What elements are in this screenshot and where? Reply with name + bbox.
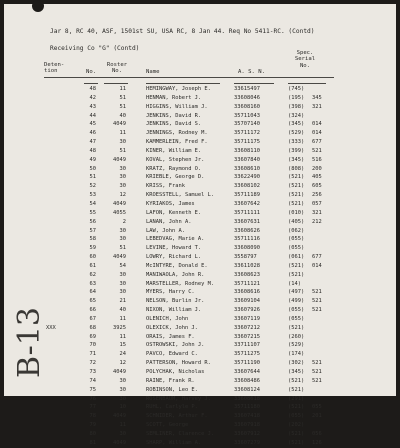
table-row <box>4 403 396 412</box>
number-cell: 81 <box>89 439 96 446</box>
column-header-spec: Spec. Serial No. <box>294 50 316 69</box>
asn-cell: 33608160 <box>234 103 260 110</box>
spec-cell: (521) <box>288 430 305 437</box>
spec-cell: (745) <box>288 86 305 92</box>
asn-cell: 35711043 <box>234 112 260 119</box>
name-cell: KOVAL, Stephen Jr. <box>146 156 205 163</box>
roster-cell: 40 <box>119 307 126 314</box>
name-cell: JENNINGS, Rodney M. <box>146 130 208 137</box>
name-cell: KROESSTELL, Samuel L. <box>146 192 215 199</box>
roster-cell: 2 <box>122 218 126 225</box>
table-row <box>4 439 396 448</box>
roster-cell: 51 <box>119 94 126 101</box>
column-header-asn: A. S. N. <box>238 69 265 75</box>
table-row <box>4 297 396 306</box>
table-row <box>4 103 396 112</box>
roster-cell: 51 <box>119 103 126 110</box>
asn-cell: 33608124 <box>234 386 260 393</box>
name-cell: McINTYRE, Donald E. <box>146 262 208 269</box>
number-cell: 49 <box>89 156 96 163</box>
spec-cell: (499) <box>288 298 305 305</box>
spec-cell: (521) <box>288 262 305 269</box>
asn-cell: 35711175 <box>234 139 260 146</box>
roster-cell: 30 <box>119 183 126 190</box>
name-cell: RUHL, Carlyle P. <box>146 404 198 411</box>
header-rule-under-asn <box>234 83 274 84</box>
handwritten-label: B-13 <box>12 307 47 378</box>
column-header-name: Name <box>146 69 160 75</box>
number-cell: 69 <box>89 333 96 340</box>
asn-cell: 35711275 <box>234 351 260 358</box>
table-row <box>4 288 396 297</box>
header-rule-under-roster <box>104 83 128 84</box>
roster-cell: 21 <box>119 298 126 305</box>
number-cell: 71 <box>89 351 96 358</box>
spec-cell: (398) <box>288 103 305 110</box>
table-row <box>4 156 396 165</box>
name-cell: SHARP, William A. <box>146 439 202 446</box>
number-cell: 61 <box>89 262 96 269</box>
document-page <box>4 4 396 446</box>
roster-cell: 4049 <box>113 254 126 261</box>
spec-cell: (061) <box>288 254 305 261</box>
punch-hole <box>32 0 44 12</box>
asn-cell: 33615497 <box>234 86 260 92</box>
spec-suffix-cell: 521 <box>312 147 322 154</box>
spec-cell: (497) <box>288 289 305 296</box>
number-cell: 45 <box>89 121 96 128</box>
asn-cell: 33608046 <box>234 94 260 101</box>
asn-cell: 35711111 <box>234 209 260 216</box>
table-row <box>4 85 396 94</box>
number-cell: 48 <box>89 86 96 92</box>
name-cell: LOWRY, Richard L. <box>146 254 202 261</box>
spec-cell: (14) <box>288 280 301 287</box>
roster-cell: 51 <box>119 245 126 252</box>
roster-cell: 4055 <box>113 209 126 216</box>
spec-suffix-cell: 345 <box>312 94 322 101</box>
spec-cell: (302) <box>288 360 305 367</box>
header-rule <box>44 77 334 78</box>
asn-cell: 33608090 <box>234 245 260 252</box>
roster-cell: 4049 <box>113 413 126 420</box>
table-row <box>4 200 396 209</box>
spec-cell: (202) <box>288 422 305 429</box>
name-cell: KYRIAKOS, James <box>146 200 195 207</box>
number-cell: 62 <box>89 271 96 278</box>
spec-suffix-cell: 212 <box>312 218 322 225</box>
spec-suffix-cell: 321 <box>312 209 322 216</box>
table-row <box>4 138 396 147</box>
spec-cell: (521) <box>288 324 305 331</box>
name-cell: NIXON, William J. <box>146 307 202 314</box>
roster-cell: 30 <box>119 430 126 437</box>
name-cell: LEVINE, Howard T. <box>146 245 202 252</box>
table-row <box>4 306 396 315</box>
name-cell: LAW, John A. <box>146 227 185 234</box>
spec-suffix-cell: 521 <box>312 289 322 296</box>
spec-suffix-cell: 014 <box>312 262 322 269</box>
asn-cell: 35711180 <box>234 404 260 411</box>
spec-cell: (291) <box>288 395 305 402</box>
name-cell: SCOTT, George <box>146 422 189 429</box>
number-cell: 56 <box>89 218 96 225</box>
column-header-roster: Roster No. <box>106 62 128 75</box>
asn-cell: 33611028 <box>234 262 260 269</box>
spec-suffix-cell: 521 <box>312 298 322 305</box>
name-cell: NELSON, Burlin Jr. <box>146 298 205 305</box>
table-row <box>4 209 396 218</box>
roster-cell: 11 <box>119 315 126 322</box>
spec-suffix-cell: 014 <box>312 130 322 137</box>
spec-suffix-cell: 056 <box>312 430 322 437</box>
spec-cell: (521) <box>288 174 305 181</box>
table-row <box>4 359 396 368</box>
spec-suffix-cell: 677 <box>312 139 322 146</box>
table-row <box>4 368 396 377</box>
roster-cell: 30 <box>119 236 126 243</box>
number-cell: 58 <box>89 236 96 243</box>
number-cell: 52 <box>89 183 96 190</box>
name-cell: KRISS, Frank <box>146 183 185 190</box>
name-cell: LEBEDVAG, Marie A. <box>146 236 205 243</box>
roster-cell: 54 <box>119 262 126 269</box>
column-header-no: No. <box>86 69 97 75</box>
number-cell: 47 <box>89 139 96 146</box>
spec-cell: (521) <box>288 386 305 393</box>
number-cell: 66 <box>89 307 96 314</box>
name-cell: KRIEBLE, George D. <box>146 174 205 181</box>
spec-cell: (345) <box>288 156 305 163</box>
document-header: Jar 8, RC 40, ASF, 1501st SU, USA RC, 8 Jan 44. Req No 5411-RC. (Contd) <box>50 28 315 35</box>
roster-cell: 4049 <box>113 200 126 207</box>
roster-table <box>4 85 396 448</box>
asn-cell: 33622490 <box>234 174 260 181</box>
table-row <box>4 173 396 182</box>
number-cell: 73 <box>89 369 96 375</box>
spec-cell: (399) <box>288 147 305 154</box>
asn-cell: 33607644 <box>234 369 260 375</box>
spec-suffix-cell: 200 <box>312 165 322 172</box>
roster-cell: 51 <box>119 147 126 154</box>
spec-cell: (521) <box>288 183 305 190</box>
table-row <box>4 262 396 271</box>
roster-cell: 30 <box>119 271 126 278</box>
table-row <box>4 421 396 430</box>
spec-cell: (529) <box>288 342 305 349</box>
number-cell: 50 <box>89 165 96 172</box>
number-cell: 72 <box>89 360 96 367</box>
header-rule-under-no <box>84 83 98 84</box>
number-cell: 42 <box>89 94 96 101</box>
name-cell: SCHNIDER, Arthur F. <box>146 413 208 420</box>
name-cell: RAINE, Frank R. <box>146 377 195 384</box>
roster-cell: 30 <box>119 174 126 181</box>
number-cell: 76 <box>89 395 96 402</box>
detention-cell: XXX <box>46 324 56 331</box>
roster-cell: 12 <box>119 360 126 367</box>
spec-cell: (405) <box>288 218 305 225</box>
spec-suffix-cell: 677 <box>312 254 322 261</box>
asn-cell: 33609104 <box>234 298 260 305</box>
roster-cell: 30 <box>119 395 126 402</box>
roster-cell: 30 <box>119 289 126 296</box>
number-cell: 57 <box>89 227 96 234</box>
table-row <box>4 235 396 244</box>
name-cell: KRATZ, Raymond O. <box>146 165 202 172</box>
spec-cell: (010) <box>288 209 305 216</box>
number-cell: 59 <box>89 245 96 252</box>
asn-cell: 33608618 <box>234 395 260 402</box>
number-cell: 55 <box>89 209 96 216</box>
roster-cell: 10 <box>119 404 126 411</box>
number-cell: 48 <box>89 147 96 154</box>
asn-cell: 33711107 <box>234 342 260 349</box>
roster-cell: 40 <box>119 112 126 119</box>
spec-suffix-cell: 201 <box>312 413 322 420</box>
spec-suffix-cell: 521 <box>312 360 322 367</box>
table-row <box>4 430 396 439</box>
header-rule-under-spec <box>288 83 326 84</box>
asn-cell: 35711116 <box>234 236 260 243</box>
name-cell: JENKINS, David S. <box>146 121 202 128</box>
spec-cell: (055) <box>288 307 305 314</box>
spec-cell: (521) <box>288 377 305 384</box>
name-cell: SEMLINER, Clarence J. <box>146 430 215 437</box>
asn-cell: 3558797 <box>234 254 257 261</box>
name-cell: OLEXICK, John J. <box>146 324 198 331</box>
spec-suffix-cell: 055 <box>312 404 322 411</box>
number-cell: 54 <box>89 200 96 207</box>
spec-cell: (055) <box>288 236 305 243</box>
name-cell: ORAIS, James F. <box>146 333 195 340</box>
roster-cell: 4049 <box>113 121 126 128</box>
roster-cell: 11 <box>119 86 126 92</box>
roster-cell: 4049 <box>113 156 126 163</box>
asn-cell: 33608623 <box>234 271 260 278</box>
roster-cell: 4049 <box>113 369 126 375</box>
asn-cell: 33608616 <box>234 289 260 296</box>
number-cell: 78 <box>89 413 96 420</box>
spec-cell: (055) <box>288 413 305 420</box>
spec-cell: (521) <box>288 404 305 411</box>
roster-cell: 30 <box>119 377 126 384</box>
spec-suffix-cell: 521 <box>312 307 322 314</box>
name-cell: HEMINGWAY, Joseph E. <box>146 86 211 92</box>
spec-cell: (055) <box>288 315 305 322</box>
asn-cell: 33608102 <box>234 183 260 190</box>
roster-cell: 30 <box>119 227 126 234</box>
number-cell: 75 <box>89 386 96 393</box>
number-cell: 43 <box>89 103 96 110</box>
number-cell: 65 <box>89 298 96 305</box>
name-cell: OSTROWSKI, John J. <box>146 342 205 349</box>
handwritten-annotation <box>12 274 52 384</box>
asn-cell: 33608626 <box>234 227 260 234</box>
name-cell: MANIWAOLA, John R. <box>146 271 205 278</box>
spec-cell: (529) <box>288 130 305 137</box>
spec-suffix-cell: 126 <box>312 439 322 446</box>
table-row <box>4 315 396 324</box>
spec-cell: (055) <box>288 245 305 252</box>
roster-cell: 15 <box>119 342 126 349</box>
table-row <box>4 147 396 156</box>
spec-suffix-cell: 256 <box>312 192 322 199</box>
number-cell: 63 <box>89 280 96 287</box>
table-row <box>4 341 396 350</box>
table-row <box>4 386 396 395</box>
name-cell: MARSTELLER, Rodney M. <box>146 280 215 287</box>
number-cell: 70 <box>89 342 96 349</box>
spec-cell: (521) <box>288 271 305 278</box>
spec-cell: (174) <box>288 351 305 358</box>
table-row <box>4 191 396 200</box>
table-row <box>4 333 396 342</box>
spec-cell: (808) <box>288 165 305 172</box>
number-cell: 74 <box>89 377 96 384</box>
spec-suffix-cell: 521 <box>312 377 322 384</box>
roster-cell: 3925 <box>113 324 126 331</box>
asn-cell: 33607926 <box>234 307 260 314</box>
roster-cell: 24 <box>119 351 126 358</box>
name-cell: KAMMERLEIN, Fred F. <box>146 139 208 146</box>
spec-cell: (521) <box>288 439 305 446</box>
name-cell: KINER, William E. <box>146 147 202 154</box>
spec-cell: (345) <box>288 369 305 375</box>
number-cell: 60 <box>89 254 96 261</box>
number-cell: 44 <box>89 112 96 119</box>
spec-cell: (521) <box>288 192 305 199</box>
name-cell: HENMAN, Robert J. <box>146 94 202 101</box>
name-cell: LAFON, Kenneth E. <box>146 209 202 216</box>
document-subheader: Receiving Co "G" (Contd) <box>50 45 140 52</box>
roster-cell: 11 <box>119 130 126 137</box>
name-cell: PATTERSON, Howard R. <box>146 360 211 367</box>
spec-cell: (333) <box>288 139 305 146</box>
asn-cell: 33607212 <box>234 324 260 331</box>
spec-cell: (260) <box>288 333 305 340</box>
asn-cell: 33607215 <box>234 333 260 340</box>
asn-cell: 33607912 <box>234 430 260 437</box>
asn-cell: 33607840 <box>234 156 260 163</box>
table-row <box>4 244 396 253</box>
name-cell: ROSENBAUM, Harvey J. <box>146 395 211 402</box>
spec-cell: (324) <box>288 112 305 119</box>
spec-suffix-cell: 014 <box>312 121 322 128</box>
asn-cell: 33608110 <box>234 147 260 154</box>
asn-cell: 35711190 <box>234 360 260 367</box>
asn-cell: 33607279 <box>234 439 260 446</box>
spec-cell: (521) <box>288 200 305 207</box>
table-row <box>4 350 396 359</box>
table-row <box>4 412 396 421</box>
roster-cell: 12 <box>119 192 126 199</box>
asn-cell: 33607642 <box>234 200 260 207</box>
number-cell: 67 <box>89 315 96 322</box>
spec-cell: (345) <box>288 121 305 128</box>
table-row <box>4 253 396 262</box>
spec-cell: (062) <box>288 227 305 234</box>
table-row <box>4 395 396 404</box>
asn-cell: 35711172 <box>234 130 260 137</box>
name-cell: POLYCHAK, Nicholas <box>146 369 205 375</box>
name-cell: JENKINS, David R. <box>146 112 202 119</box>
roster-cell: 4049 <box>113 439 126 446</box>
spec-suffix-cell: 321 <box>312 103 322 110</box>
spec-suffix-cell: 516 <box>312 156 322 163</box>
roster-cell: 11 <box>119 333 126 340</box>
name-cell: ROBINSON, Leo E. <box>146 386 198 393</box>
asn-cell: 33607631 <box>234 218 260 225</box>
asn-cell: 35707140 <box>234 121 260 128</box>
table-row <box>4 182 396 191</box>
number-cell: 68 <box>89 324 96 331</box>
table-row <box>4 280 396 289</box>
roster-cell: 30 <box>119 280 126 287</box>
name-cell: HIGGINS, William J. <box>146 103 208 110</box>
number-cell: 53 <box>89 192 96 199</box>
table-row <box>4 165 396 174</box>
name-cell: MYERS, Harry C. <box>146 289 195 296</box>
roster-cell: 30 <box>119 386 126 393</box>
table-row <box>4 218 396 227</box>
asn-cell: 35711121 <box>234 280 260 287</box>
table-row <box>4 129 396 138</box>
roster-cell: 30 <box>119 139 126 146</box>
table-row <box>4 94 396 103</box>
asn-cell: 33607119 <box>234 315 260 322</box>
number-cell: 77 <box>89 404 96 411</box>
table-row <box>4 324 396 333</box>
asn-cell: 33608486 <box>234 377 260 384</box>
name-cell: OLENICH, John <box>146 315 189 322</box>
header-rule-under-name <box>146 83 220 84</box>
roster-cell: 30 <box>119 165 126 172</box>
asn-cell: 33607918 <box>234 422 260 429</box>
number-cell: 79 <box>89 422 96 429</box>
number-cell: 80 <box>89 430 96 437</box>
table-row <box>4 227 396 236</box>
spec-suffix-cell: 057 <box>312 200 322 207</box>
spec-cell: (195) <box>288 94 305 101</box>
table-row <box>4 377 396 386</box>
spec-suffix-cell: 605 <box>312 183 322 190</box>
name-cell: PAVCO, Edward C. <box>146 351 198 358</box>
table-row <box>4 120 396 129</box>
number-cell: 46 <box>89 130 96 137</box>
asn-cell: 33608610 <box>234 165 260 172</box>
table-row <box>4 112 396 121</box>
table-row <box>4 271 396 280</box>
spec-suffix-cell: 405 <box>312 174 322 181</box>
column-header-detention: Deten- tion <box>44 62 65 75</box>
asn-cell: 33607418 <box>234 413 260 420</box>
name-cell: LANAN, John A. <box>146 218 192 225</box>
asn-cell: 35711189 <box>234 192 260 199</box>
number-cell: 51 <box>89 174 96 181</box>
spec-suffix-cell: 521 <box>312 369 322 375</box>
number-cell: 64 <box>89 289 96 296</box>
roster-cell: 11 <box>119 422 126 429</box>
